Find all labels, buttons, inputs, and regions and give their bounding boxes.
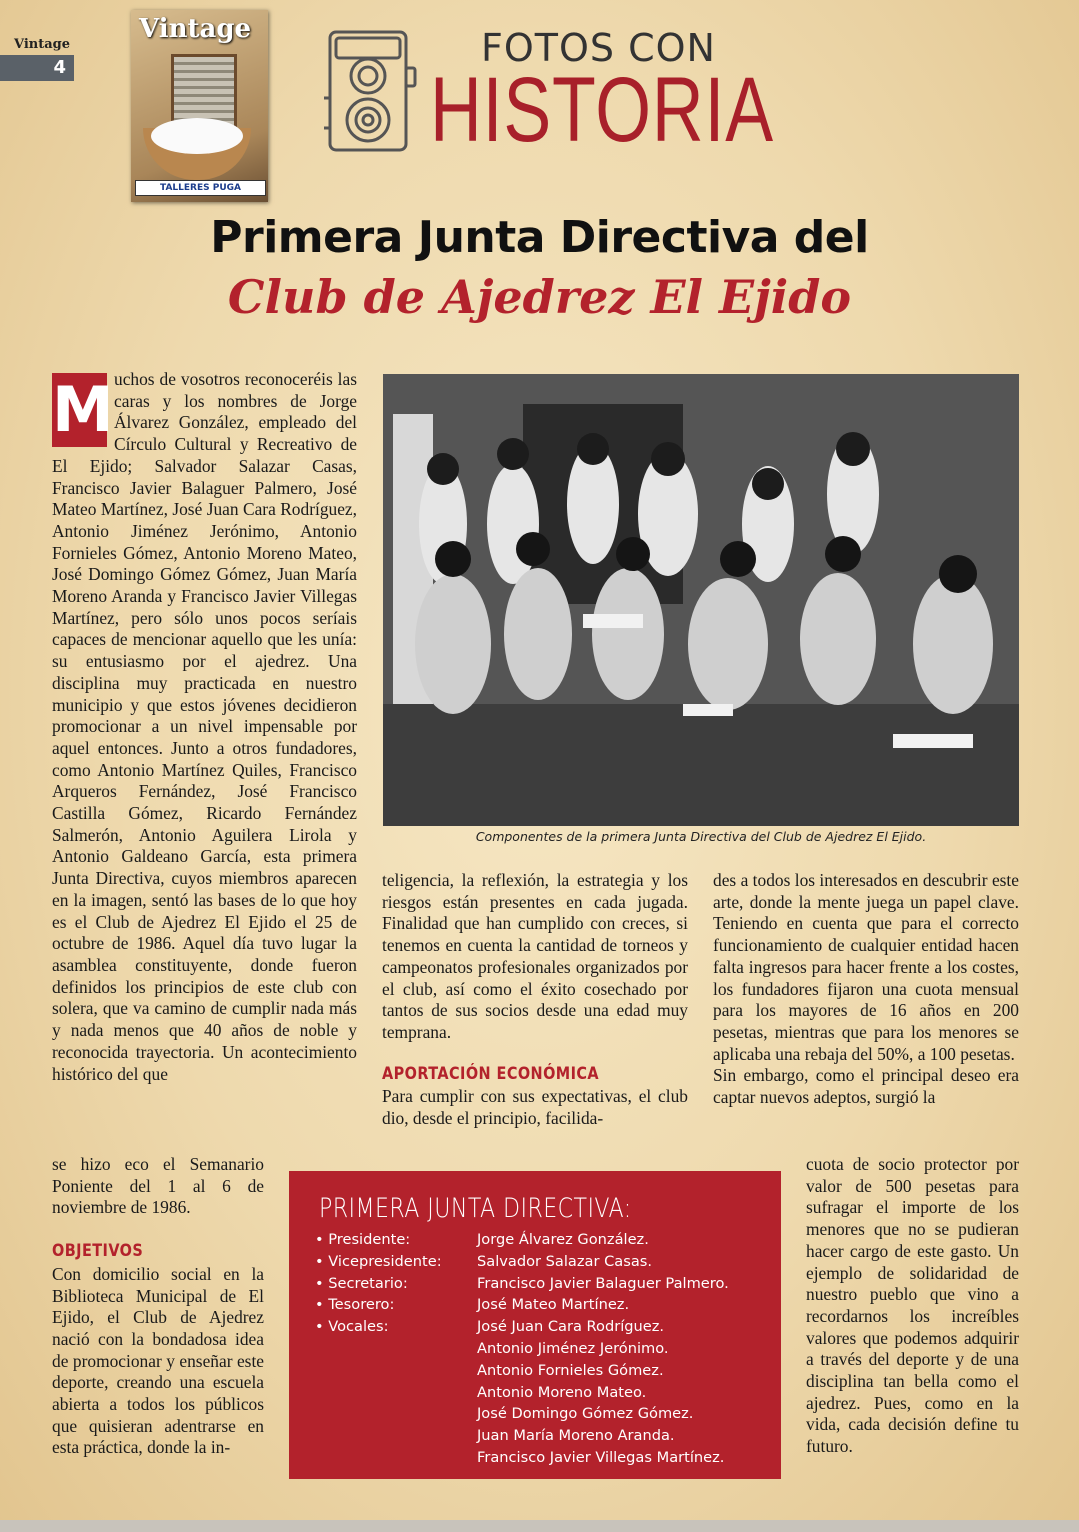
article-column-1	[52, 369, 357, 1085]
board-names-list	[477, 1229, 729, 1469]
cover-sponsor: TALLERES PUGA	[135, 180, 266, 196]
article-column-3-narrow	[806, 1154, 1019, 1458]
photo-caption: Componentes de la primera Junta Directiva del Club de Ajedrez El Ejido.	[475, 829, 927, 844]
cover-title: Vintage	[139, 14, 252, 44]
role-vocales: • Vocales:	[315, 1318, 389, 1336]
magazine-name: Vintage	[14, 37, 71, 52]
member-name: Francisco Javier Villegas Martínez.	[477, 1448, 725, 1466]
drop-cap: M	[52, 373, 114, 446]
section-header-main: HISTORIA	[430, 59, 774, 161]
camera-icon	[322, 28, 418, 154]
magazine-cover-thumbnail[interactable]	[131, 10, 268, 202]
member-name: José Mateo Martínez.	[477, 1296, 630, 1314]
page-bottom-bar	[0, 1520, 1079, 1532]
column-2-text: teligencia, la reflexión, la estrategia y los riesgos están presentes en cada jugada. Finalidad que han cumplido con creces, si tenemos en cuenta la cantidad de torneos y campeonatos profesionales organizados por el club, así como el éxito cosechado por tantos de sus socios desde una edad muy temprana.	[382, 870, 688, 1042]
column-1-text: uchos de vosotros reconoceréis las caras y los nombres de Jorge Álvarez González, empleado del Círculo Cultural y Recreativo de El Ejido; Salvador Salazar Casas, Francisco Javier Balaguer Palmero, José Mateo Martínez, José Juan Cara Rodríguez, Antonio Jiménez Jerónimo, Antonio Fornieles Gómez, Antonio Moreno Mateo, José Domingo Gómez Gómez, Juan María Moreno Aranda y Francisco Javier Villegas Martínez, pero sólo unos pocos seríais capaces de mencionar aquello que les unía: su entusiasmo por el ajedrez. Una disciplina muy practicada en nuestro municipio y que estos jóvenes decidieron promocionar a un nivel impensable por aquel entonces. Junto a otros fundadores, como Antonio Martínez Quiles, Francisco Arqueros Fernández, José Francisco Castilla Gómez, Ricardo Fernández Salmerón, Antonio Aguilera Lirola y Antonio Galdeano García, esta primera Junta Directiva, cuyos miembros aparecen en la imagen, sentó las bases de lo que hoy es el Club de Ajedrez El Ejido el 25 de octubre de 1986. Aquel día tuvo lugar la asamblea constituyente, donde fueron definidos los principios de este club con solera, que va camino de cumplir nada más y nada menos que 40 años de noble y reconocida trayectoria. Un acontecimiento histórico del que	[52, 369, 357, 1084]
article-title-line1: Primera Junta Directiva del	[210, 212, 869, 263]
page-number: 4	[0, 55, 74, 81]
member-name: Francisco Javier Balaguer Palmero.	[477, 1274, 729, 1292]
article-title-line2: Club de Ajedrez El Ejido	[227, 270, 852, 324]
column-3-text: des a todos los interesados en descubrir este arte, donde la mente juega un papel clave. Teniendo en cuenta que para el correcto funcionamiento de cualquier entidad hacen falta ingresos para hacer frente a los costes, los fundadores fijaron una cuota mensual para los mayores de 16 años en 200 pesetas, mientras que para los menores se aplicaba una rebaja del 50%, a 100 pesetas.	[713, 870, 1019, 1064]
role-president: • Presidente:	[315, 1231, 411, 1248]
section-header-top: FOTOS CON	[481, 26, 716, 70]
group-photo	[383, 374, 1019, 826]
member-name: Antonio Jiménez Jerónimo.	[477, 1339, 669, 1357]
member-name: José Juan Cara Rodríguez.	[477, 1318, 665, 1336]
board-box-title: PRIMERA JUNTA DIRECTIVA:	[319, 1193, 632, 1224]
role-secretary: • Secretario:	[315, 1274, 408, 1292]
board-roles-list	[315, 1229, 442, 1338]
member-name: Antonio Moreno Mateo.	[477, 1383, 647, 1401]
article-column-2	[382, 870, 688, 1130]
article-column-1-narrow	[52, 1154, 264, 1459]
column-1-narrow-text: se hizo eco el Semanario Poniente del 1 al 6 de noviembre de 1986.	[52, 1154, 264, 1218]
objetivos-text: Con domicilio social en la Biblioteca Municipal de El Ejido, el Club de Ajedrez nació con la bondadosa idea de promocionar y enseñar este deporte, creando una escuela abierta a todos los públicos que quisieran adentrarse en esta práctica, donde la in-	[52, 1263, 264, 1458]
group-photo-image	[383, 374, 1019, 826]
role-vicepresident: • Vicepresidente:	[315, 1252, 442, 1270]
column-3-narrow-text: cuota de socio protector por valor de 500 pesetas para sufragar el importe de los menores que no se pudieran hacer cargo de este gasto. Un ejemplo de solidaridad de nuestro pueblo que vino a recordarnos los increíbles valores que podemos adquirir a través del deporte y de una disciplina tan bella como el ajedrez. Pues, como en la vida, cada decisión define tu futuro.	[806, 1154, 1019, 1457]
member-name: Juan María Moreno Aranda.	[477, 1427, 675, 1445]
member-name: José Domingo Gómez Gómez.	[477, 1405, 694, 1423]
foam-image	[151, 118, 243, 154]
aportacion-text: Para cumplir con sus expectativas, el club dio, desde el principio, facilida-	[382, 1086, 688, 1129]
board-members-box	[289, 1171, 781, 1479]
subhead-aportacion: APORTACIÓN ECONÓMICA	[382, 1063, 600, 1084]
member-name: Antonio Fornieles Gómez.	[477, 1361, 664, 1379]
article-column-3	[713, 870, 1019, 1109]
member-name: Jorge Álvarez González.	[477, 1231, 649, 1248]
member-name: Salvador Salazar Casas.	[477, 1252, 653, 1270]
column-3-text-2: Sin embargo, como el principal deseo era captar nuevos adeptos, surgió la	[713, 1065, 1019, 1108]
role-treasurer: • Tesorero:	[315, 1296, 395, 1314]
subhead-objetivos: OBJETIVOS	[52, 1241, 144, 1262]
